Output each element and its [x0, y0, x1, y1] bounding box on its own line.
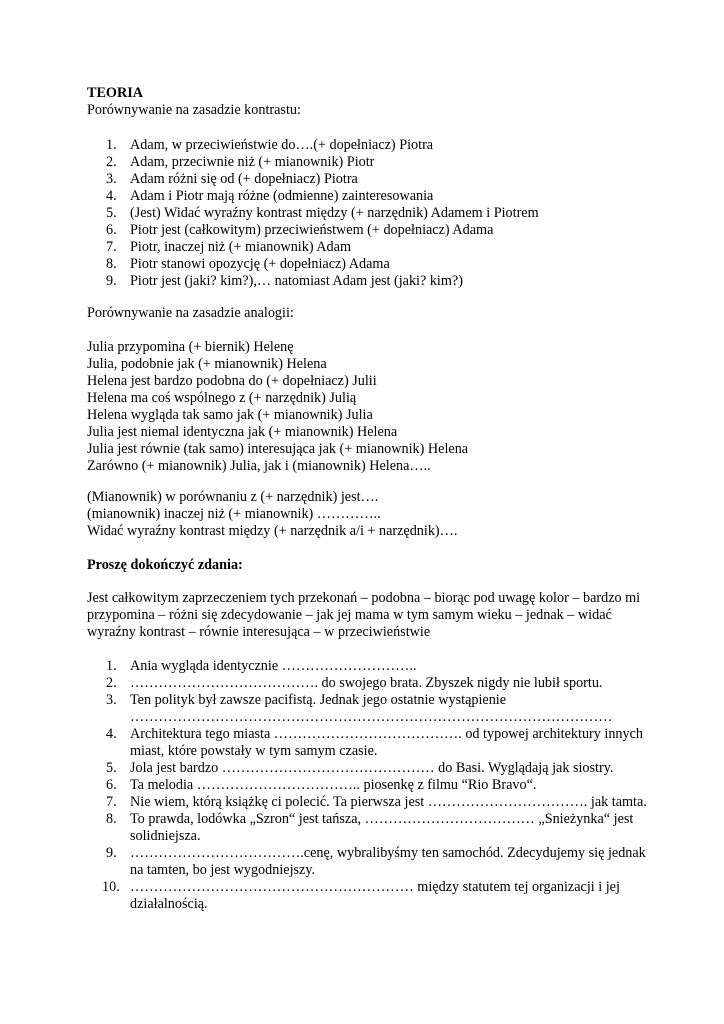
analogy-line: Helena jest bardzo podobna do (+ dopełniacz) Julii — [87, 373, 377, 389]
list-item: 8. Piotr stanowi opozycję (+ dopełniacz) Adama — [106, 256, 390, 272]
analogy-line: Helena wygląda tak samo jak (+ mianownik) Julia — [87, 407, 373, 423]
list-item: 9. Piotr jest (jaki? kim?),… natomiast Adam jest (jaki? kim?) — [106, 273, 463, 289]
list-item: 2. …………………………………. do swojego brata. Zbyszek nigdy nie lubił sportu. — [106, 675, 603, 691]
page-title: TEORIA — [87, 85, 143, 101]
analogy-line: Helena ma coś wspólnego z (+ narzędnik) Julią — [87, 390, 357, 406]
list-item: 6. Piotr jest (całkowitym) przeciwieństwem (+ dopełniacz) Adama — [106, 222, 494, 238]
list-item: 2. Adam, przeciwnie niż (+ mianownik) Piotr — [106, 154, 375, 170]
list-item: 5. (Jest) Widać wyraźny kontrast między (+ narzędnik) Adamem i Piotrem — [106, 205, 539, 221]
comparison-line: (Mianownik) w porównaniu z (+ narzędnik) jest…. — [87, 489, 379, 505]
list-item: 6. Ta melodia …………………………….. piosenkę z filmu “Rio Bravo“. — [106, 777, 537, 793]
analogy-line: Julia jest niemal identyczna jak (+ mianownik) Helena — [87, 424, 398, 440]
list-item: 1. Ania wygląda identycznie ……………………….. — [106, 658, 417, 674]
list-item: 1. Adam, w przeciwieństwie do….(+ dopełniacz) Piotra — [106, 137, 434, 153]
analogy-line: Julia przypomina (+ biernik) Helenę — [87, 339, 294, 355]
list-item: 10. …………………………………………………… między statutem tej organizacji i jej działalnością. — [102, 879, 620, 912]
list-item: 4. Architektura tego miasta …………………………………. od typowej architektury innych miast, które powstały w tym samym czasie. — [106, 726, 644, 759]
list-item: 7. Nie wiem, którą książkę ci polecić. Ta pierwsza jest ……………………………. jak tamta. — [106, 794, 647, 810]
contrast-list — [87, 137, 647, 290]
list-item: 9. ……………………………….cenę, wybralibyśmy ten samochód. Zdecydujemy się jednak na tamten, bo jest wygodniejszy. — [106, 845, 646, 878]
analogy-heading: Porównywanie na zasadzie analogii: — [87, 305, 294, 321]
exercise-heading: Proszę dokończyć zdania: — [87, 557, 243, 573]
list-item: 7. Piotr, inaczej niż (+ mianownik) Adam — [106, 239, 351, 255]
exercise-list — [87, 658, 647, 913]
list-item: 3. Adam różni się od (+ dopełniacz) Piotra — [106, 171, 358, 187]
analogy-line: Zarówno (+ mianownik) Julia, jak i (mianownik) Helena….. — [87, 458, 431, 474]
comparison-line: Widać wyraźny kontrast między (+ narzędnik a/i + narzędnik)…. — [87, 523, 458, 539]
analogy-line: Julia jest równie (tak samo) interesująca jak (+ mianownik) Helena — [87, 441, 469, 457]
comparison-lines — [87, 489, 457, 540]
list-item: 5. Jola jest bardzo ……………………………………… do Basi. Wyglądają jak siostry. — [106, 760, 614, 776]
list-item: 4. Adam i Piotr mają różne (odmienne) zainteresowania — [106, 188, 434, 204]
word-bank: Jest całkowitym zaprzeczeniem tych przekonań – podobna – biorąc pod uwagę kolor – bardzo mi przypomina – różni się zdecydowanie – jak jej mama w tym samym wieku – jednak – widać wyraźny kontrast – równie interesująca – w przeciwieństwie — [87, 590, 641, 640]
analogy-lines — [87, 339, 468, 475]
comparison-line: (mianownik) inaczej niż (+ mianownik) ………….. — [87, 506, 381, 522]
contrast-heading: Porównywanie na zasadzie kontrastu: — [87, 102, 301, 118]
analogy-line: Julia, podobnie jak (+ mianownik) Helena — [87, 356, 327, 372]
list-item: 3. Ten polityk był zawsze pacifistą. Jednak jego ostatnie wystąpienie ………………………………………………………………………………………… — [106, 692, 613, 725]
list-item: 8. To prawda, lodówka „Szron“ jest tańsza, ……………………………… „Snieżynka“ jest solidniejsza. — [106, 811, 634, 844]
